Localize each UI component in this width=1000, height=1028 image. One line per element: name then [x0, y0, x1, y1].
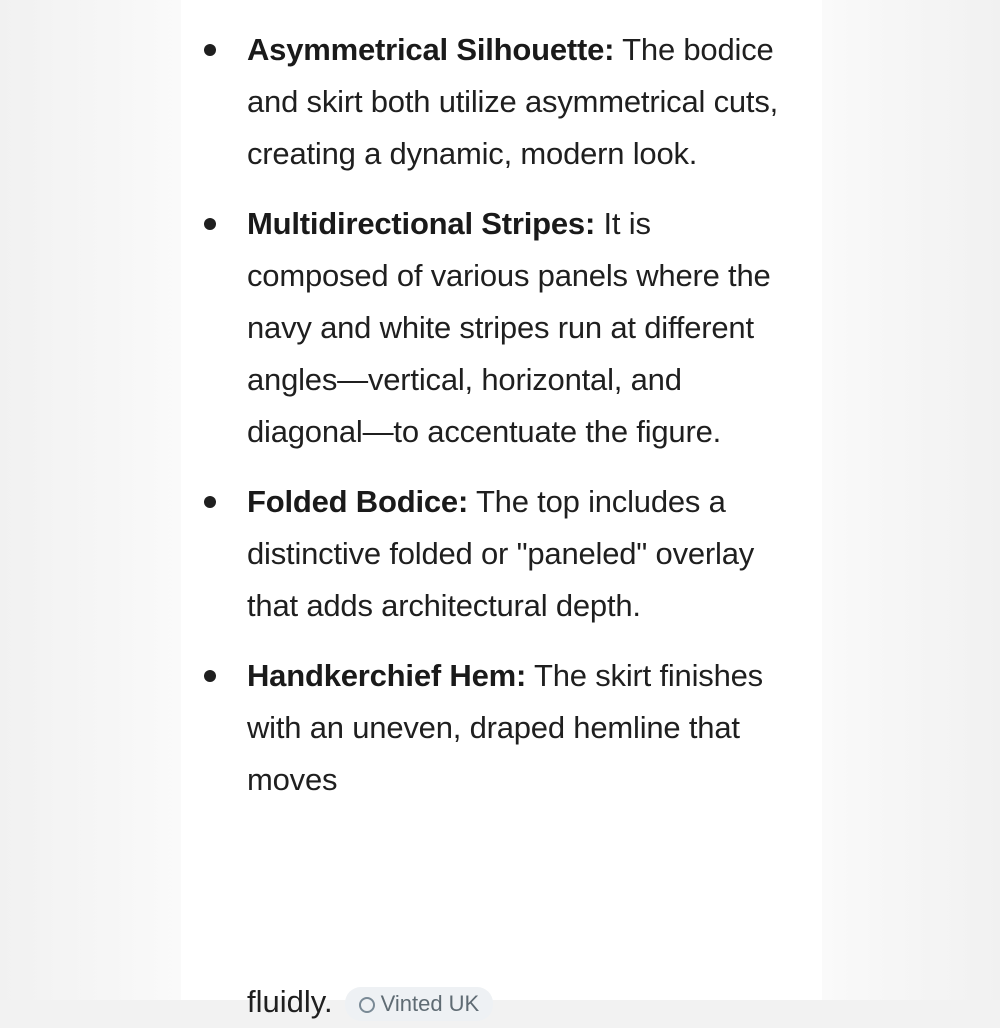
item-title: Asymmetrical Silhouette:	[247, 32, 615, 67]
list-item	[181, 198, 822, 458]
source-chip-label: Vinted UK	[380, 990, 480, 1016]
list-item	[181, 476, 822, 632]
source-icon	[359, 997, 375, 1013]
item-title: Handkerchief Hem:	[247, 658, 527, 693]
feature-list	[181, 24, 822, 806]
trailing-line	[247, 976, 493, 1028]
bullet-icon	[204, 218, 216, 230]
content-panel	[181, 0, 822, 1019]
item-title: Folded Bodice:	[247, 484, 469, 519]
item-title: Multidirectional Stripes:	[247, 206, 596, 241]
bullet-icon	[204, 496, 216, 508]
item-text: The skirt finishes with an uneven, draped hemline that moves	[247, 658, 763, 797]
bullet-icon	[204, 670, 216, 682]
list-item	[181, 650, 822, 806]
bullet-icon	[204, 44, 216, 56]
item-text: It is composed of various panels where the navy and white stripes run at different angles—vertical, horizontal, and diagonal—to accentuate the figure.	[247, 206, 771, 449]
source-chip[interactable]	[345, 987, 494, 1021]
list-item	[181, 24, 822, 180]
right-backdrop	[822, 0, 1000, 1000]
left-backdrop	[0, 0, 181, 1000]
trailing-text: fluidly.	[247, 984, 333, 1019]
item-text: The top includes a distinctive folded or "paneled" overlay that adds architectural depth.	[247, 484, 755, 623]
item-text: The bodice and skirt both utilize asymmetrical cuts, creating a dynamic, modern look.	[247, 32, 779, 171]
